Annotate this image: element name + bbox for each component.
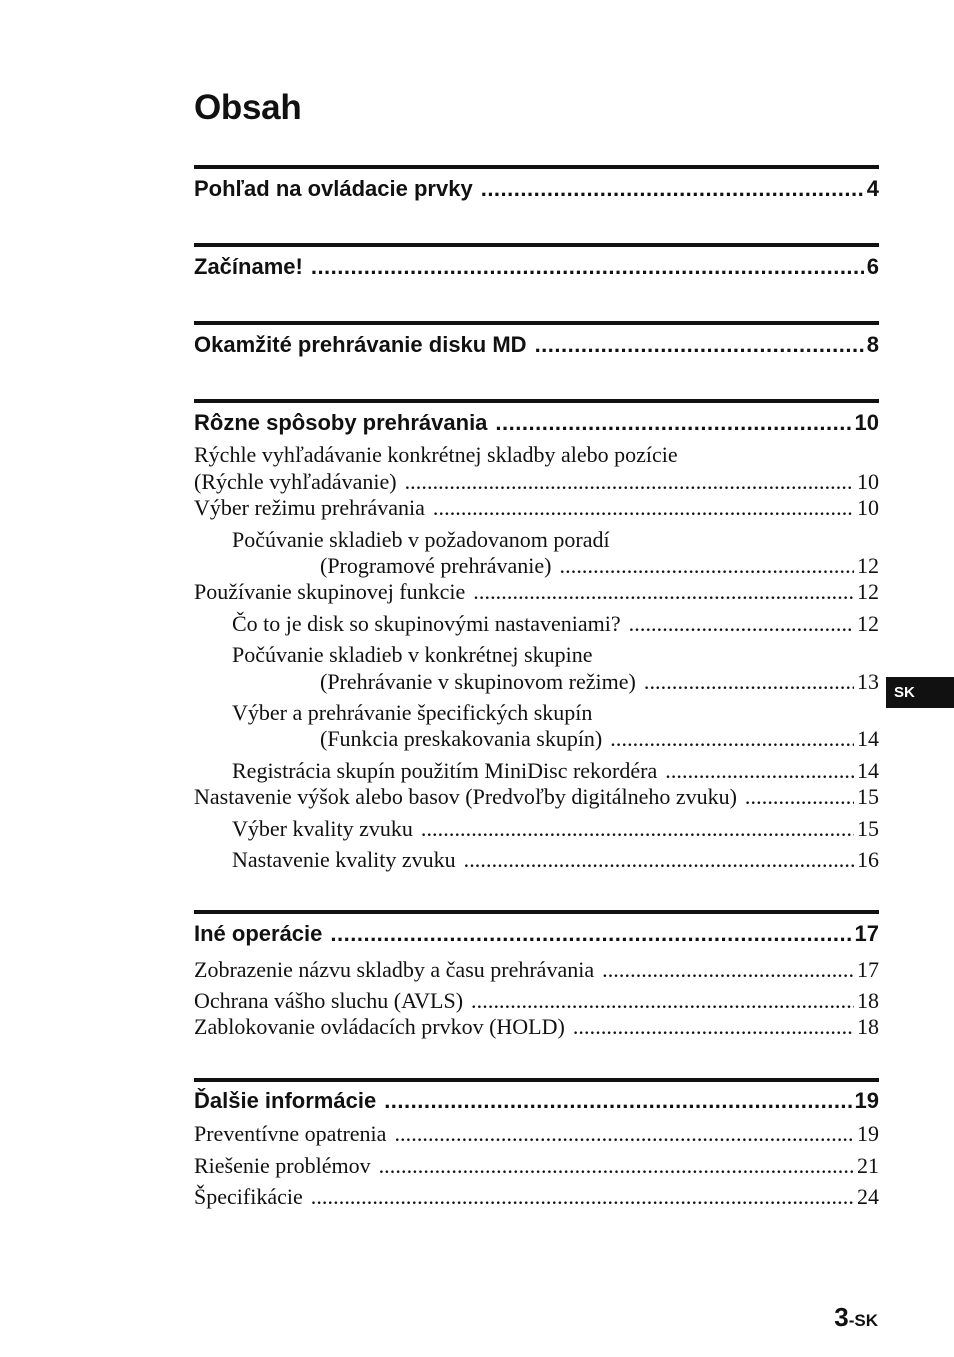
leader-dots xyxy=(644,669,854,695)
toc-page-number: 19 xyxy=(857,1121,879,1146)
page-title: Obsah xyxy=(194,88,302,127)
toc-page-number: 19 xyxy=(854,1088,879,1113)
section-rule xyxy=(194,243,879,247)
leader-dots xyxy=(394,1121,854,1147)
leader-dots xyxy=(560,553,854,579)
toc-heading-getting-started[interactable] xyxy=(194,253,879,281)
toc-entry[interactable] xyxy=(194,1014,879,1040)
language-tab: SK xyxy=(886,677,954,708)
toc-entry-label: Riešenie problémov xyxy=(194,1153,371,1178)
leader-dots xyxy=(311,1184,854,1210)
leader-dots xyxy=(311,253,864,281)
toc-page-number: 6 xyxy=(866,254,879,279)
toc-entry-line: Počúvanie skladieb v konkrétnej skupine xyxy=(232,642,593,667)
toc-page-number: 15 xyxy=(857,816,879,841)
leader-dots xyxy=(745,784,854,810)
leader-dots xyxy=(471,988,854,1014)
toc-page-number: 12 xyxy=(857,553,879,578)
toc-page-number: 10 xyxy=(854,410,879,435)
toc-entry-label: Zobrazenie názvu skladby a času prehrávania xyxy=(194,957,595,982)
toc-entry-line: Počúvanie skladieb v požadovanom poradí xyxy=(232,527,610,552)
toc-entry-label: Výber kvality zvuku xyxy=(232,816,413,841)
toc-heading-label: Rôzne spôsoby prehrávania xyxy=(194,410,488,435)
toc-entry[interactable] xyxy=(194,988,879,1014)
toc-entry-label: Čo to je disk so skupinovými nastaveniami? xyxy=(232,611,621,636)
toc-entry-label: (Funkcia preskakovania skupín) xyxy=(320,726,603,751)
toc-heading-label: Okamžité prehrávanie disku MD xyxy=(194,332,527,357)
leader-dots xyxy=(535,331,864,359)
leader-dots xyxy=(610,726,854,752)
leader-dots xyxy=(433,495,854,521)
toc-page-number: 10 xyxy=(857,495,879,520)
toc-entry-label: Nastavenie kvality zvuku xyxy=(232,847,456,872)
toc-entry-line: Rýchle vyhľadávanie konkrétnej skladby alebo pozície xyxy=(194,442,678,467)
toc-entry[interactable] xyxy=(194,1184,879,1210)
leader-dots xyxy=(379,1153,854,1179)
leader-dots xyxy=(421,816,854,842)
toc-entry[interactable] xyxy=(320,553,879,579)
leader-dots xyxy=(330,920,851,948)
toc-entry[interactable] xyxy=(194,495,879,521)
toc-heading-playback-modes[interactable] xyxy=(194,409,879,437)
toc-page-number: 18 xyxy=(857,1014,879,1039)
page-footer xyxy=(834,1302,878,1333)
toc-entry[interactable] xyxy=(194,1153,879,1179)
toc-entry[interactable] xyxy=(320,669,879,695)
toc-entry[interactable] xyxy=(232,816,879,842)
toc-entry-label: Preventívne opatrenia xyxy=(194,1121,387,1146)
toc-page-number: 21 xyxy=(857,1153,879,1178)
toc-entry[interactable] xyxy=(194,469,879,495)
leader-dots xyxy=(665,758,854,784)
toc-page-number: 4 xyxy=(866,176,879,201)
toc-heading-controls[interactable] xyxy=(194,175,879,203)
leader-dots xyxy=(384,1087,851,1115)
leader-dots xyxy=(573,1014,854,1040)
toc-entry[interactable] xyxy=(194,579,879,605)
toc-heading-other-operations[interactable] xyxy=(194,920,879,948)
toc-page-number: 16 xyxy=(857,847,879,872)
toc-heading-label: Začíname! xyxy=(194,254,303,279)
toc-page-number: 8 xyxy=(866,332,879,357)
page-number-suffix: -SK xyxy=(848,1311,878,1330)
toc-heading-instant-playback[interactable] xyxy=(194,331,879,359)
toc-page-number: 18 xyxy=(857,988,879,1013)
toc-page-number: 12 xyxy=(857,611,879,636)
toc-page-number: 12 xyxy=(857,579,879,604)
toc-entry-label: Špecifikácie xyxy=(194,1184,303,1209)
toc-entry-label: (Programové prehrávanie) xyxy=(320,553,552,578)
toc-page-number: 15 xyxy=(857,784,879,809)
toc-page-number: 24 xyxy=(857,1184,879,1209)
toc-entry-label: (Prehrávanie v skupinovom režime) xyxy=(320,669,636,694)
section-rule xyxy=(194,165,879,169)
toc-heading-label: Pohľad na ovládacie prvky xyxy=(194,176,473,201)
toc-entry[interactable] xyxy=(194,784,879,810)
toc-entry[interactable] xyxy=(320,726,879,752)
toc-heading-label: Iné operácie xyxy=(194,921,323,946)
toc-page-number: 13 xyxy=(857,669,879,694)
toc-page-number: 17 xyxy=(854,921,879,946)
toc-heading-additional-info[interactable] xyxy=(194,1087,879,1115)
toc-entry-label: Výber režimu prehrávania xyxy=(194,495,425,520)
toc-entry-label: Ochrana vášho sluchu (AVLS) xyxy=(194,988,464,1013)
toc-entry-label: Používanie skupinovej funkcie xyxy=(194,579,466,604)
toc-page-number: 10 xyxy=(857,469,879,494)
section-rule xyxy=(194,1078,879,1082)
leader-dots xyxy=(602,957,854,983)
leader-dots xyxy=(495,409,851,437)
toc-entry[interactable] xyxy=(194,957,879,983)
section-rule xyxy=(194,321,879,325)
section-rule xyxy=(194,910,879,914)
leader-dots xyxy=(481,175,864,203)
section-rule xyxy=(194,399,879,403)
toc-entry[interactable] xyxy=(232,847,879,873)
toc-entry-label: Nastavenie výšok alebo basov (Predvoľby digitálneho zvuku) xyxy=(194,784,737,809)
toc-page-number: 17 xyxy=(857,957,879,982)
toc-heading-label: Ďalšie informácie xyxy=(194,1088,377,1113)
toc-entry-label: (Rýchle vyhľadávanie) xyxy=(194,469,397,494)
toc-page-number: 14 xyxy=(857,758,879,783)
toc-entry[interactable] xyxy=(194,1121,879,1147)
leader-dots xyxy=(464,847,854,873)
toc-entry-label: Zablokovanie ovládacích prvkov (HOLD) xyxy=(194,1014,565,1039)
toc-entry-label: Registrácia skupín použitím MiniDisc rekordéra xyxy=(232,758,658,783)
leader-dots xyxy=(473,579,854,605)
leader-dots xyxy=(405,469,854,495)
toc-entry[interactable] xyxy=(232,758,879,784)
page-number: 3 xyxy=(834,1302,849,1332)
toc-entry-line: Výber a prehrávanie špecifických skupín xyxy=(232,700,593,725)
toc-page-number: 14 xyxy=(857,726,879,751)
leader-dots xyxy=(629,611,854,637)
toc-entry[interactable] xyxy=(232,611,879,637)
